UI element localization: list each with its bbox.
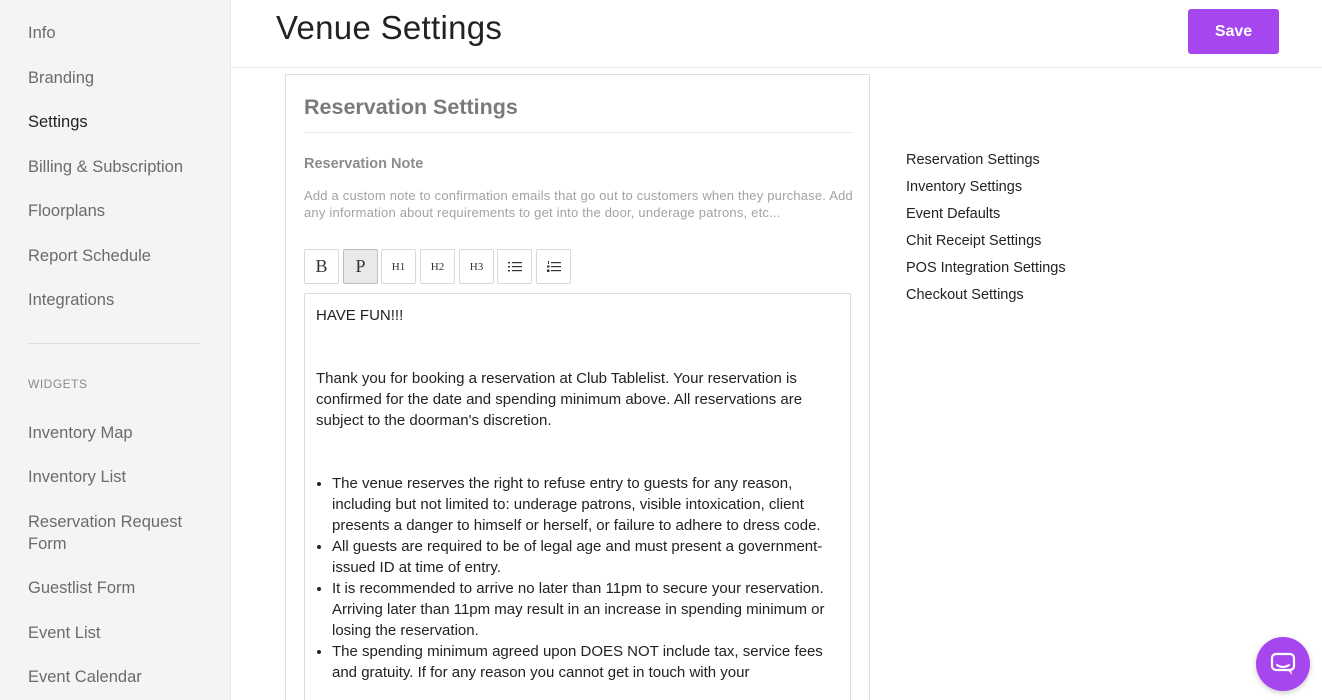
numbered-list-button[interactable] [536, 249, 571, 284]
widgets-heading: WIDGETS [28, 377, 88, 391]
list-item: • All guests are required to be of legal age and must present a government-issued ID at time of entry. [332, 536, 839, 578]
reservation-settings-card [285, 74, 870, 700]
page-header [231, 0, 1322, 68]
reservation-note-label: Reservation Note [304, 156, 424, 172]
sidebar-item-settings[interactable]: Settings [28, 113, 88, 131]
editor-bullet-list [316, 473, 839, 683]
bold-button[interactable]: B [304, 249, 339, 284]
section-link-pos-integration-settings[interactable]: POS Integration Settings [906, 260, 1066, 276]
h3-button[interactable]: H3 [459, 249, 494, 284]
list-item: • The venue reserves the right to refuse entry to guests for any reason, including but not limited to: underage patrons, visible intoxication, client presents a danger to himself or herself, or failure to adhere to dress code. [332, 473, 839, 536]
reservation-note-help: Add a custom note to confirmation emails that go out to customers when they purchase. Add any information about requirements to get into the door, underage patrons, etc... [304, 188, 853, 220]
h1-button[interactable]: H1 [381, 249, 416, 284]
sidebar-item-billing[interactable]: Billing & Subscription [28, 158, 183, 176]
editor-heading-line: HAVE FUN!!! [316, 307, 404, 324]
list-item: • It is recommended to arrive no later than 11pm to secure your reservation. Arriving later than 11pm may result in an increase in spending minimum or losing the reservation. [332, 578, 839, 641]
sidebar-item-inventory-map[interactable]: Inventory Map [28, 424, 133, 442]
sidebar-item-guestlist-form[interactable]: Guestlist Form [28, 579, 136, 597]
card-divider [304, 132, 852, 133]
section-link-event-defaults[interactable]: Event Defaults [906, 206, 1001, 222]
settings-section-nav [906, 150, 1066, 312]
chat-bubble-icon [1270, 652, 1296, 676]
page-title: Venue Settings [276, 9, 503, 46]
numbered-list-icon [547, 261, 561, 273]
editor-paragraph: Thank you for booking a reservation at Club Tablelist. Your reservation is confirmed for the date and spending minimum above. All reservations are subject to the doorman's discretion. [316, 370, 803, 429]
reservation-note-editor[interactable] [304, 293, 851, 700]
sidebar-item-branding[interactable]: Branding [28, 69, 95, 87]
sidebar [0, 0, 231, 700]
sidebar-item-reservation-request-form[interactable]: Reservation Request Form [28, 513, 183, 553]
section-link-chit-receipt-settings[interactable]: Chit Receipt Settings [906, 233, 1042, 249]
bullet-list-button[interactable] [497, 249, 532, 284]
sidebar-item-inventory-list[interactable]: Inventory List [28, 468, 127, 486]
section-link-inventory-settings[interactable]: Inventory Settings [906, 179, 1023, 195]
sidebar-divider [28, 343, 200, 344]
paragraph-button[interactable]: P [343, 249, 378, 284]
sidebar-item-event-list[interactable]: Event List [28, 624, 101, 642]
section-link-checkout-settings[interactable]: Checkout Settings [906, 287, 1024, 303]
sidebar-item-report-schedule[interactable]: Report Schedule [28, 247, 151, 265]
card-title: Reservation Settings [304, 95, 518, 119]
sidebar-item-integrations[interactable]: Integrations [28, 291, 115, 309]
bullet-list-icon [508, 261, 522, 273]
chat-launcher-button[interactable] [1256, 637, 1310, 691]
sidebar-item-event-calendar[interactable]: Event Calendar [28, 668, 142, 686]
h2-button[interactable]: H2 [420, 249, 455, 284]
section-link-reservation-settings[interactable]: Reservation Settings [906, 152, 1040, 168]
save-button[interactable]: Save [1188, 9, 1279, 54]
sidebar-item-floorplans[interactable]: Floorplans [28, 202, 106, 220]
sidebar-item-info[interactable]: Info [28, 24, 56, 42]
list-item: • The spending minimum agreed upon DOES NOT include tax, service fees and gratuity. If for any reason you cannot get in touch with your [332, 641, 839, 683]
